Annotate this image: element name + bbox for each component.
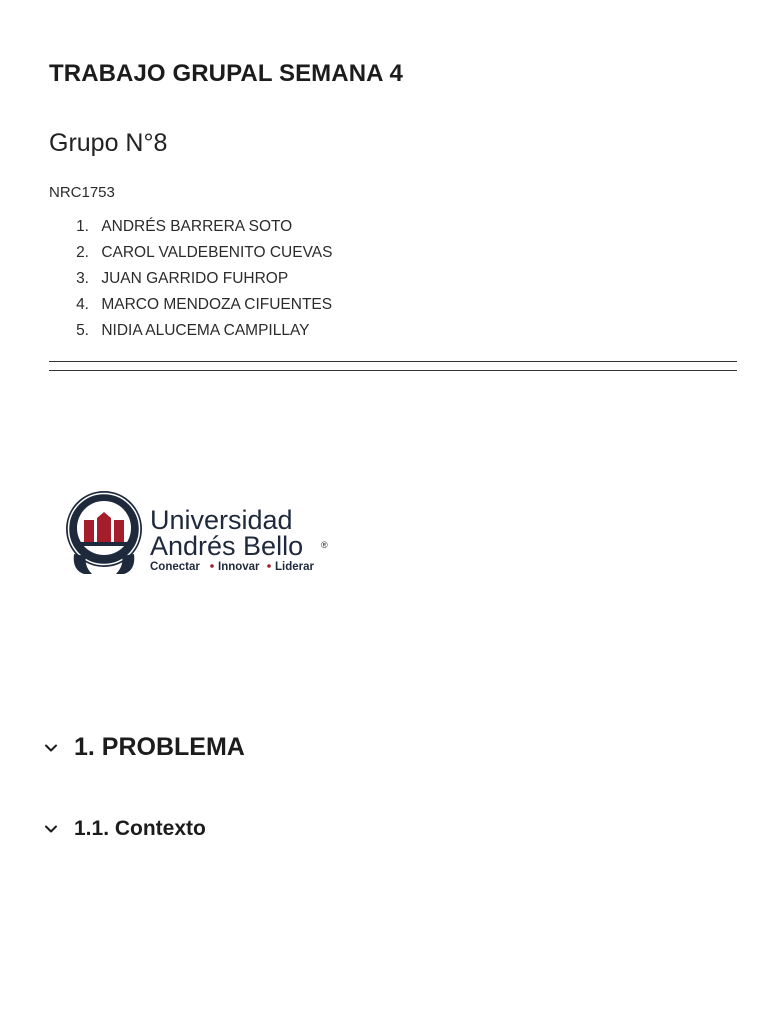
horizontal-divider [49, 370, 737, 371]
logo-tagline-3: Liderar [275, 561, 314, 573]
list-item [49, 268, 332, 294]
list-item [49, 320, 332, 346]
list-number: 3. [76, 270, 89, 287]
chevron-down-icon[interactable] [42, 739, 60, 757]
list-number: 2. [76, 244, 89, 261]
subsection-heading: 1.1. Contexto [74, 817, 206, 840]
list-number: 4. [76, 296, 89, 313]
list-number: 1. [76, 218, 89, 235]
horizontal-divider [49, 361, 737, 362]
members-list [49, 216, 332, 346]
list-item [49, 294, 332, 320]
document-title: TRABAJO GRUPAL SEMANA 4 [49, 60, 403, 87]
tagline-separator-dot [210, 564, 214, 568]
section-problema[interactable] [42, 733, 245, 762]
section-contexto[interactable] [42, 817, 206, 841]
logo-line-2: Andrés Bello [150, 531, 304, 561]
logo-line-1: Universidad [150, 505, 293, 535]
logo-tagline-1: Conectar [150, 561, 200, 573]
member-name: MARCO MENDOZA CIFUENTES [101, 296, 333, 313]
university-emblem-icon [66, 491, 142, 574]
chevron-down-icon[interactable] [42, 820, 60, 838]
member-name: ANDRÉS BARRERA SOTO [101, 218, 293, 235]
member-name: JUAN GARRIDO FUHROP [101, 270, 289, 287]
course-nrc: NRC1753 [49, 184, 115, 201]
member-name: CAROL VALDEBENITO CUEVAS [101, 244, 333, 261]
logo-tagline-2: Innovar [218, 561, 260, 573]
list-item [49, 216, 332, 242]
tagline-separator-dot [267, 564, 271, 568]
member-name: NIDIA ALUCEMA CAMPILLAY [101, 322, 310, 339]
registered-mark: ® [321, 540, 328, 550]
university-logo [62, 484, 332, 580]
list-item [49, 242, 332, 268]
section-heading: 1. PROBLEMA [74, 733, 245, 761]
list-number: 5. [76, 322, 89, 339]
group-number: Grupo N°8 [49, 129, 168, 157]
